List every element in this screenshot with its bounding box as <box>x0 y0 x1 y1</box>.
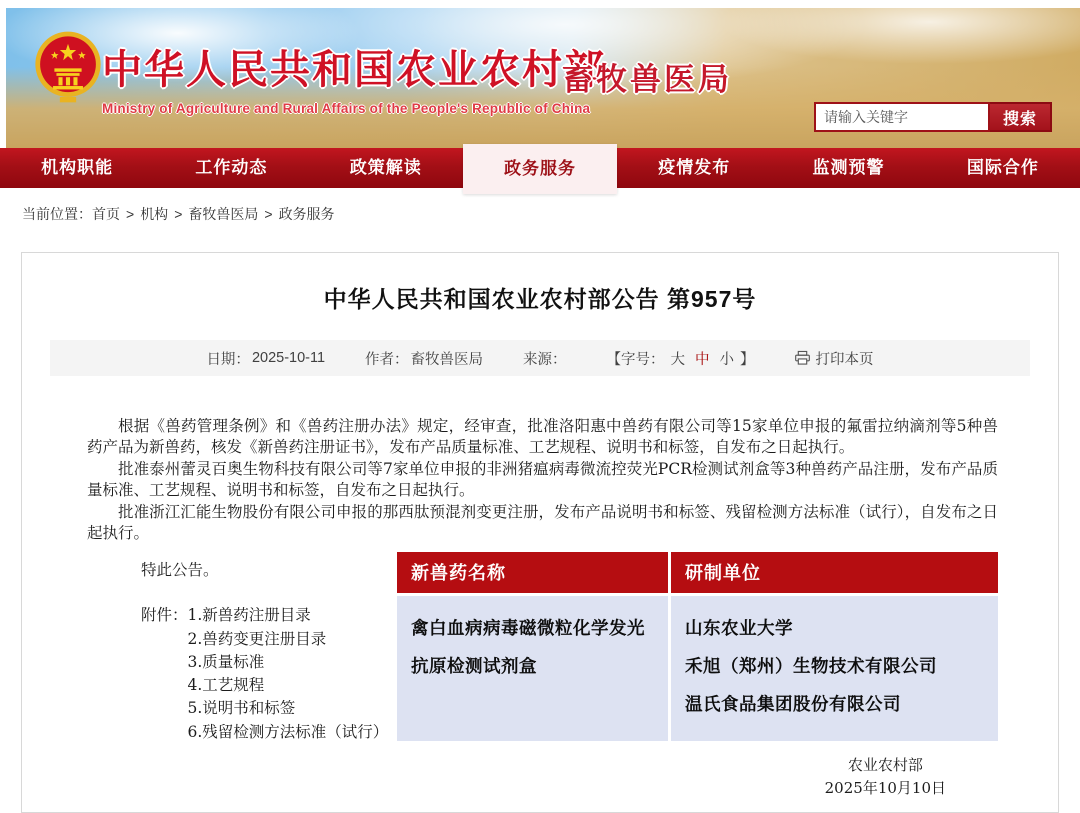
font-size-large[interactable]: 大 <box>670 351 686 368</box>
search-bar <box>814 102 1052 132</box>
site-banner <box>6 8 1080 148</box>
meta-date: 日期： 2025-10-11 <box>206 350 326 368</box>
font-size-medium[interactable]: 中 <box>695 351 710 368</box>
meta-source: 来源： <box>523 351 567 368</box>
attachment-item: 2.兽药变更注册目录 <box>187 629 327 648</box>
body-paragraph: 批准泰州蕾灵百奥生物科技有限公司等7家单位申报的非洲猪瘟病毒微流控荧光PCR检测试剂盒等3种兽药产品注册，发布产品质量标准、工艺规程、说明书和标签，自发布之日起执行。 <box>87 459 998 500</box>
page-title: 中华人民共和国农业农村部公告 第957号 <box>323 286 757 312</box>
national-emblem-icon <box>34 28 102 106</box>
nav-tab[interactable]: 机构职能 <box>41 158 114 177</box>
breadcrumb-separator: > <box>126 206 135 222</box>
nav-tab[interactable]: 监测预警 <box>812 158 885 177</box>
font-size-small[interactable]: 小 <box>719 351 735 368</box>
table-row <box>397 596 998 741</box>
developer-unit: 禾旭（郑州）生物技术有限公司 <box>685 655 937 676</box>
table-header-drug-name: 新兽药名称 <box>397 552 668 593</box>
body-paragraph: 批准浙江汇能生物股份有限公司申报的那西肽预混剂变更注册，发布产品说明书和标签、残留检测方法标准（试行），自发布之日起执行。 <box>87 502 998 542</box>
developer-unit: 山东农业大学 <box>685 618 793 639</box>
drug-table <box>397 552 998 744</box>
attachment-item: 5.说明书和标签 <box>187 699 296 718</box>
banner-titles <box>102 38 606 116</box>
breadcrumb-link[interactable]: 畜牧兽医局 <box>188 206 259 222</box>
attachment-list <box>188 604 389 744</box>
table-cell-developers <box>671 596 998 741</box>
attachment-item: 1.新兽药注册目录 <box>187 606 311 625</box>
nav-tab[interactable]: 疫情发布 <box>658 158 731 177</box>
breadcrumb-link[interactable]: 首页 <box>92 206 120 222</box>
table-header-row <box>397 552 998 593</box>
font-size-control: 【字号： 大 中 小 】 <box>607 348 755 369</box>
article-body <box>87 416 998 544</box>
meta-bar <box>50 340 1030 376</box>
main-nav <box>0 148 1080 188</box>
attachments <box>141 604 397 744</box>
nav-tab[interactable]: 工作动态 <box>195 158 268 177</box>
signature-org: 农业农村部 <box>847 755 923 774</box>
search-input[interactable] <box>814 102 990 132</box>
breadcrumb-separator: > <box>264 206 273 222</box>
table-cell-drug-name: 禽白血病病毒磁微粒化学发光抗原检测试剂盒 <box>397 596 668 741</box>
site-title: 中华人民共和国农业农村部 <box>102 48 606 92</box>
nav-tab[interactable]: 国际合作 <box>966 158 1039 177</box>
meta-author: 作者： 畜牧兽医局 <box>365 351 484 368</box>
breadcrumb <box>0 188 1080 234</box>
signature-date: 2025年10月10日 <box>824 779 946 797</box>
attachments-label: 附件： <box>141 606 188 625</box>
site-subtitle: Ministry of Agriculture and Rural Affairs of the People's Republic of China <box>102 101 591 116</box>
table-header-developer: 研制单位 <box>671 552 998 593</box>
printer-icon <box>795 351 810 365</box>
search-button[interactable]: 搜索 <box>990 102 1052 132</box>
print-button[interactable]: 打印本页 <box>795 348 874 369</box>
nav-tab[interactable]: 政务服务 <box>463 144 617 194</box>
breadcrumb-label: 当前位置： <box>22 206 92 222</box>
left-column <box>87 552 397 744</box>
breadcrumb-link[interactable]: 政务服务 <box>278 206 335 222</box>
breadcrumb-link[interactable]: 机构 <box>140 206 169 222</box>
developer-unit: 温氏食品集团股份有限公司 <box>685 693 901 714</box>
nav-tab[interactable]: 政策解读 <box>349 158 422 177</box>
body-paragraph: 根据《兽药管理条例》和《兽药注册办法》规定，经审查，批准洛阳惠中兽药有限公司等15家单位申报的氟雷拉纳滴剂等5种兽药产品为新兽药，核发《新兽药注册证书》，发布产品质量标准、工艺规程、说明书和标签，自发布之日起执行。 <box>87 417 998 457</box>
signature-block <box>22 754 946 801</box>
attachment-item: 4.工艺规程 <box>187 676 265 694</box>
attachment-item: 3.质量标准 <box>187 652 265 671</box>
breadcrumb-separator: > <box>174 206 183 222</box>
notice-text: 特此公告。 <box>141 561 219 580</box>
bottom-row <box>87 552 998 744</box>
attachment-item: 6.残留检测方法标准（试行） <box>187 722 389 741</box>
bureau-title: 畜牧兽医局 <box>562 62 732 97</box>
content-panel <box>21 252 1059 813</box>
